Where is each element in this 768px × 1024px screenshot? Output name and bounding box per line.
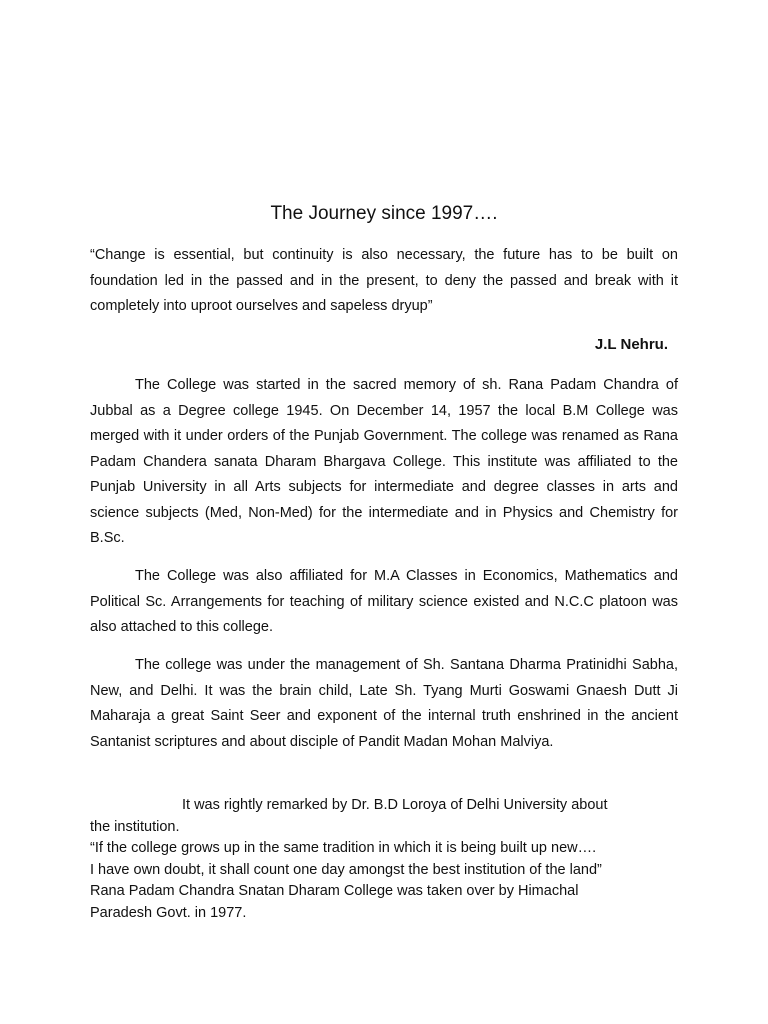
- closing-line: It was rightly remarked by Dr. B.D Loroya of Delhi University about: [182, 797, 608, 813]
- document-title: The Journey since 1997….: [270, 203, 498, 224]
- closing-line: I have own doubt, it shall count one day amongst the best institution of the land”: [90, 861, 602, 878]
- closing-line: Rana Padam Chandra Snatan Dharam College was taken over by Himachal: [90, 883, 579, 899]
- opening-quote: “Change is essential, but continuity is also necessary, the future has to be built on foundation led in the passed and in the present, to deny the passed and break with it completely into uproot ourselves and sapeless dryup”: [90, 247, 678, 314]
- paragraph-college-history: The College was started in the sacred memory of sh. Rana Padam Chandra of Jubbal as a Degree college 1945. On December 14, 1957 the local B.M College was merged with it under orders of the Punjab Government. The college was renamed as Rana Padam Chandera sanata Dharam Bhargava College. This institute was affiliated to the Punjab University in all Arts subjects for intermediate and degree classes in arts and science subjects (Med, Non-Med) for the intermediate and in Physics and Chemistry for B.Sc.: [90, 377, 678, 546]
- closing-remarks: [90, 795, 690, 924]
- paragraph-management: The college was under the management of Sh. Santana Dharma Pratinidhi Sabha, New, and Delhi. It was the brain child, Late Sh. Tyang Murti Goswami Gnaesh Dutt Ji Maharaja a great Saint Seer and exponent of the internal truth enshrined in the ancient Santanist scriptures and about disciple of Pandit Madan Mohan Malviya.: [90, 657, 678, 750]
- closing-line: Paradesh Govt. in 1977.: [90, 904, 247, 921]
- closing-line: the institution.: [90, 818, 180, 835]
- paragraph-affiliation: The College was also affiliated for M.A Classes in Economics, Mathematics and Political Sc. Arrangements for teaching of military science existed and N.C.C platoon was also attached to this college.: [90, 568, 678, 635]
- quote-author: J.L Nehru.: [594, 336, 668, 353]
- closing-line: “If the college grows up in the same tradition in which it is being built up new….: [90, 840, 597, 856]
